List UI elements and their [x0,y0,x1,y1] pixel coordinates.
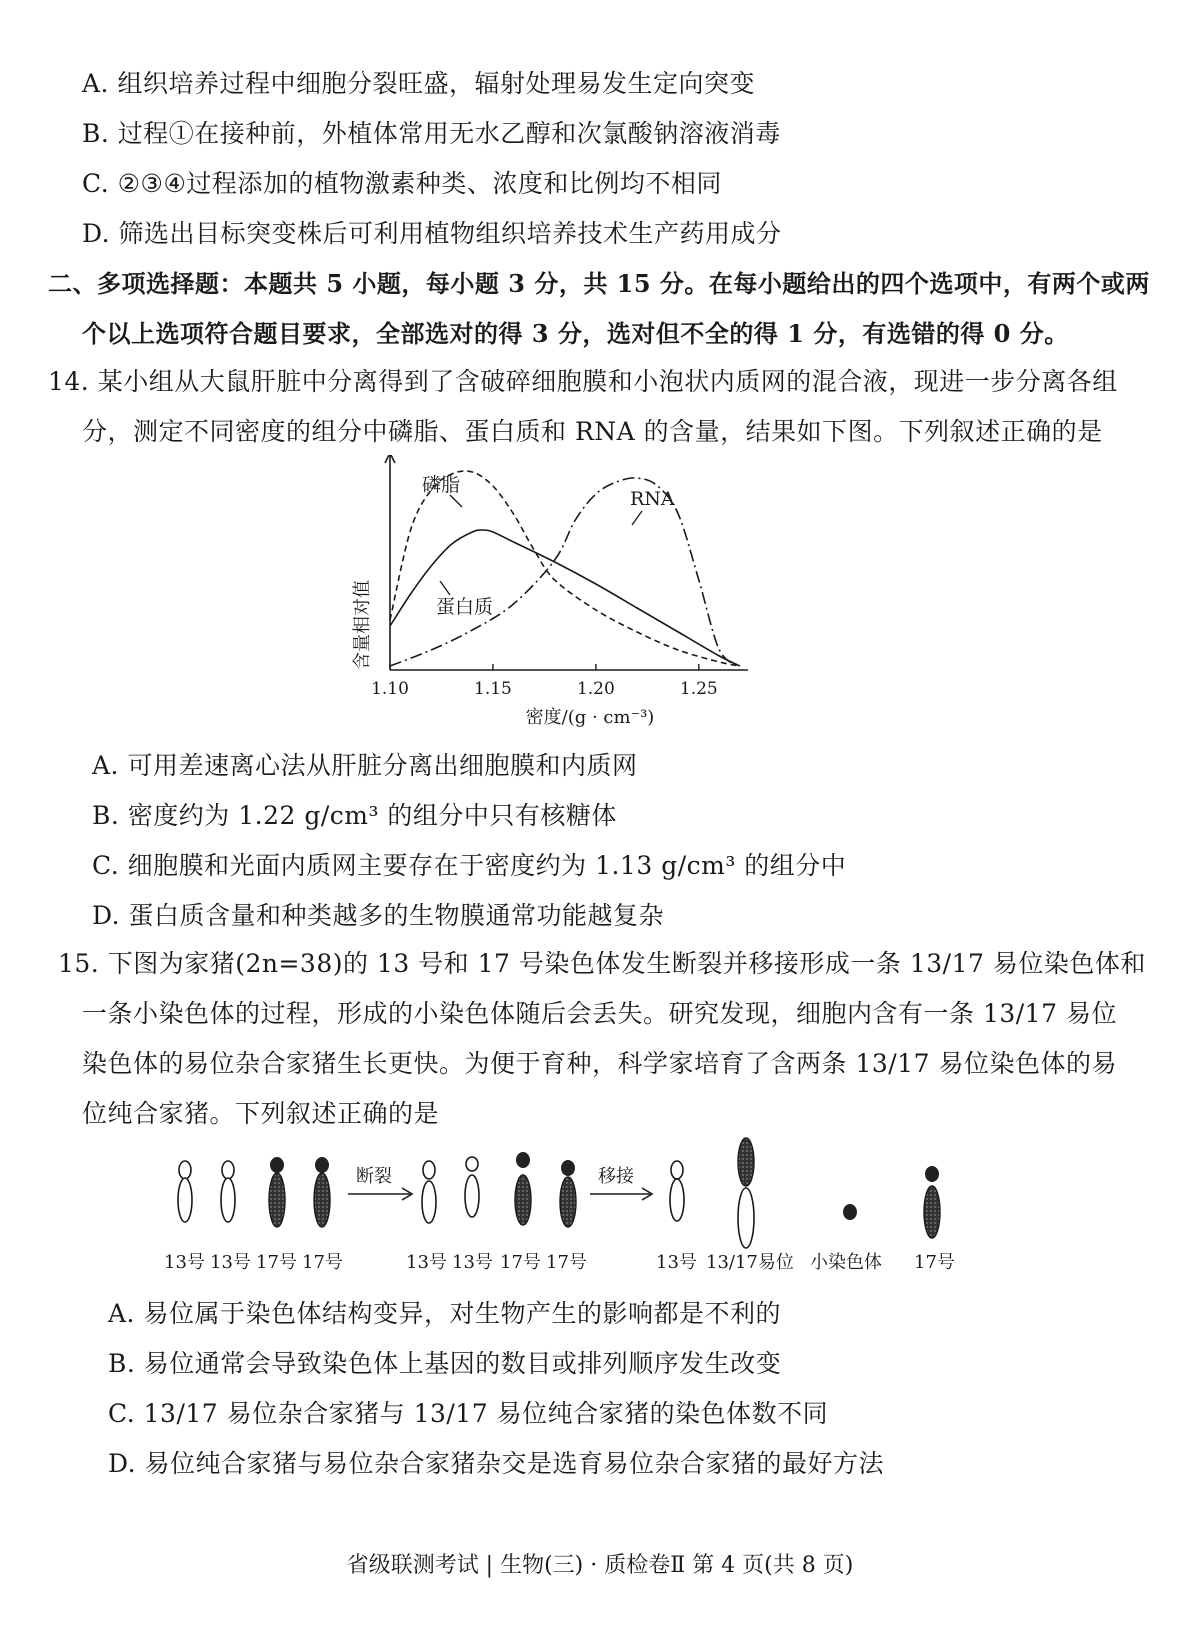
q15-stem-line4: 位纯合家猪。下列叙述正确的是 [82,1099,440,1128]
q15-option-d: D. 易位纯合家猪与易位杂合家猪杂交是选育易位杂合家猪的最好方法 [108,1449,885,1478]
chromosome-13-broken-b [465,1157,479,1217]
section2-heading-line1: 二、多项选择题：本题共 5 小题，每小题 3 分，共 15 分。在每小题给出的四个选项中，有两个或两 [48,269,1150,298]
q13-option-d: D. 筛选出目标突变株后可利用植物组织培养技术生产药用成分 [82,219,782,248]
chromosome-17-result [924,1166,940,1238]
fig-label-10: 13/17易位 [706,1252,794,1273]
q14-density-chart [340,455,780,735]
break-label: 断裂 [356,1166,392,1187]
break-arrow [348,1188,412,1200]
fig-label-8: 17号 [546,1252,587,1273]
x-tick-label-0: 1.10 [371,679,409,699]
fig-label-9: 13号 [656,1252,697,1273]
q14-stem-line1: 14. 某小组从大鼠肝脏中分离得到了含破碎细胞膜和小泡状内质网的混合液，现进一步分离各组 [48,367,1118,396]
fig-label-12: 17号 [914,1252,955,1273]
q14-option-d: D. 蛋白质含量和种类越多的生物膜通常功能越复杂 [92,901,665,930]
section2-heading-line2: 个以上选项符合题目要求，全部选对的得 3 分，选对但不全的得 1 分，有选错的得 0 分。 [82,319,1069,348]
small-chromosome [843,1204,857,1220]
chromosome-13-result [670,1161,684,1221]
q15-stem-line3: 染色体的易位杂合家猪生长更快。为便于育种，科学家培育了含两条 13/17 易位染色体的易 [82,1049,1117,1078]
chart-series [390,471,740,666]
fig-label-7: 17号 [500,1252,541,1273]
leader-line-rna [632,511,642,525]
fig-label-1: 13号 [164,1252,205,1273]
x-tick-label-3: 1.25 [679,679,718,699]
q13-option-c: C. ②③④过程添加的植物激素种类、浓度和比例均不相同 [82,169,722,198]
page-footer: 省级联测考试 | 生物(三) · 质检卷Ⅱ 第 4 页(共 8 页) [346,1553,854,1578]
fig-label-11: 小染色体 [810,1252,882,1273]
leader-line-protein [440,581,450,595]
x-tick-label-1: 1.15 [474,679,512,699]
chromosome-13-b [221,1161,235,1222]
chromosome-17-broken-b [560,1160,576,1227]
chromosome-13-a [178,1161,192,1222]
x-tick-label-2: 1.20 [576,679,615,699]
fig-label-5: 13号 [406,1252,447,1273]
translocation-arrow [590,1188,652,1200]
chromosome-17-b [314,1157,330,1227]
q14-stem-line2: 分，测定不同密度的组分中磷脂、蛋白质和 RNA 的含量，结果如下图。下列叙述正确的是 [82,417,1103,446]
q14-option-a: A. 可用差速离心法从肝脏分离出细胞膜和内质网 [92,751,638,780]
q14-option-b: B. 密度约为 1.22 g/cm³ 的组分中只有核糖体 [92,801,617,830]
q14-option-c: C. 细胞膜和光面内质网主要存在于密度约为 1.13 g/cm³ 的组分中 [92,851,847,880]
q15-stem-line2: 一条小染色体的过程，形成的小染色体随后会丢失。研究发现，细胞内含有一条 13/17 易位 [82,999,1117,1028]
series-label-protein: 蛋白质 [436,596,494,618]
series-label-phospholipid: 磷脂 [422,474,461,496]
chromosome-translocation-diagram [150,1130,990,1280]
series-label-rna: RNA [630,488,675,510]
fig-label-2: 13号 [210,1252,251,1273]
q13-option-b: B. 过程①在接种前，外植体常用无水乙醇和次氯酸钠溶液消毒 [82,119,781,148]
fig-label-6: 13号 [452,1252,493,1273]
q15-option-b: B. 易位通常会导致染色体上基因的数目或排列顺序发生改变 [108,1349,782,1378]
leader-line-phospholipid [450,495,462,507]
chromosome-13-17-translocation [738,1138,754,1248]
chromosome-17-broken-a [515,1152,531,1225]
q15-option-c: C. 13/17 易位杂合家猪与 13/17 易位纯合家猪的染色体数不同 [108,1399,829,1428]
chart-y-label: 含量相对值 [352,580,373,670]
translocation-label: 移接 [598,1166,634,1187]
q13-option-a: A. 组织培养过程中细胞分裂旺盛，辐射处理易发生定向突变 [82,69,755,98]
q15-stem-line1: 15. 下图为家猪(2n=38)的 13 号和 17 号染色体发生断裂并移接形成一条 13/17 易位染色体和 [58,949,1146,978]
q15-option-a: A. 易位属于染色体结构变异，对生物产生的影响都是不利的 [108,1299,781,1328]
chromosome-13-broken-a [422,1161,436,1223]
chart-x-label: 密度/(g · cm⁻³) [525,707,655,728]
chromosome-17-a [269,1157,285,1227]
fig-label-4: 17号 [302,1252,343,1273]
fig-label-3: 17号 [256,1252,297,1273]
